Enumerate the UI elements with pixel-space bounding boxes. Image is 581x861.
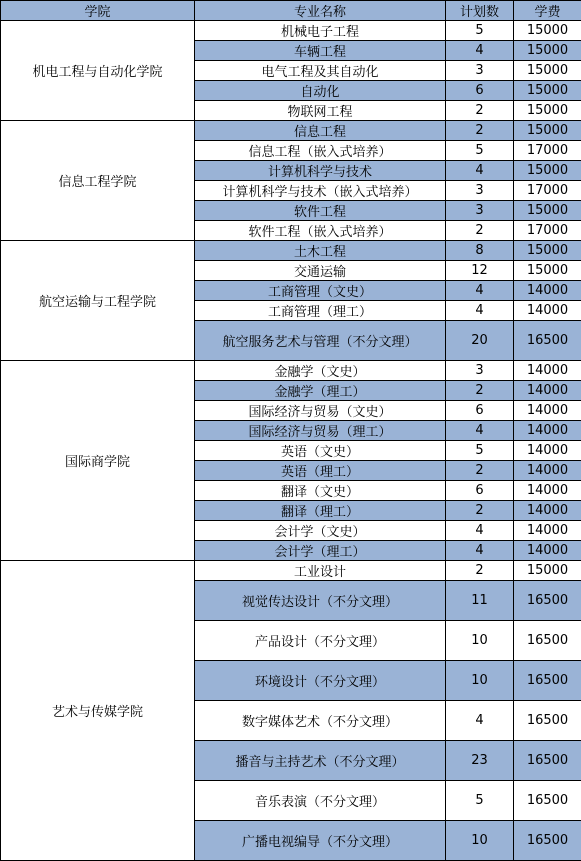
fee-cell: 14000: [514, 401, 581, 421]
table-row: [1, 561, 581, 581]
fee-cell: 16500: [514, 741, 581, 781]
fee-cell: 16500: [514, 661, 581, 701]
major-cell: 交通运输: [195, 261, 446, 281]
fee-cell: 15000: [514, 161, 581, 181]
plan-cell: 20: [446, 321, 514, 361]
major-cell: 物联网工程: [195, 101, 446, 121]
fee-cell: 16500: [514, 581, 581, 621]
plan-cell: 2: [446, 381, 514, 401]
header-plan: 计划数: [446, 1, 514, 21]
header-fee: 学费: [514, 1, 581, 21]
fee-cell: 15000: [514, 121, 581, 141]
header-college: 学院: [1, 1, 195, 21]
major-cell: 英语（文史）: [195, 441, 446, 461]
major-cell: 工业设计: [195, 561, 446, 581]
fee-cell: 16500: [514, 621, 581, 661]
major-cell: 国际经济与贸易（理工）: [195, 421, 446, 441]
major-cell: 视觉传达设计（不分文理）: [195, 581, 446, 621]
college-cell: 艺术与传媒学院: [1, 561, 195, 861]
major-cell: 自动化: [195, 81, 446, 101]
plan-cell: 4: [446, 281, 514, 301]
plan-cell: 2: [446, 101, 514, 121]
fee-cell: 16500: [514, 321, 581, 361]
major-cell: 数字媒体艺术（不分文理）: [195, 701, 446, 741]
plan-cell: 10: [446, 661, 514, 701]
major-cell: 信息工程（嵌入式培养）: [195, 141, 446, 161]
fee-cell: 14000: [514, 461, 581, 481]
plan-cell: 6: [446, 481, 514, 501]
table-row: [1, 21, 581, 41]
fee-cell: 14000: [514, 421, 581, 441]
fee-cell: 15000: [514, 561, 581, 581]
plan-cell: 12: [446, 261, 514, 281]
plan-cell: 6: [446, 81, 514, 101]
fee-cell: 15000: [514, 261, 581, 281]
plan-cell: 4: [446, 41, 514, 61]
fee-cell: 14000: [514, 441, 581, 461]
fee-cell: 17000: [514, 221, 581, 241]
plan-cell: 6: [446, 401, 514, 421]
major-cell: 航空服务艺术与管理（不分文理）: [195, 321, 446, 361]
major-cell: 电气工程及其自动化: [195, 61, 446, 81]
major-cell: 会计学（文史）: [195, 521, 446, 541]
plan-cell: 5: [446, 441, 514, 461]
major-cell: 计算机科学与技术: [195, 161, 446, 181]
plan-cell: 3: [446, 361, 514, 381]
fee-cell: 14000: [514, 501, 581, 521]
major-cell: 产品设计（不分文理）: [195, 621, 446, 661]
major-cell: 会计学（理工）: [195, 541, 446, 561]
fee-cell: 14000: [514, 301, 581, 321]
plan-cell: 4: [446, 521, 514, 541]
major-cell: 广播电视编导（不分文理）: [195, 821, 446, 861]
header-row: [1, 1, 581, 21]
fee-cell: 15000: [514, 241, 581, 261]
fee-cell: 14000: [514, 481, 581, 501]
major-cell: 计算机科学与技术（嵌入式培养）: [195, 181, 446, 201]
major-cell: 机械电子工程: [195, 21, 446, 41]
major-cell: 车辆工程: [195, 41, 446, 61]
plan-cell: 5: [446, 21, 514, 41]
major-cell: 环境设计（不分文理）: [195, 661, 446, 701]
fee-cell: 15000: [514, 101, 581, 121]
major-cell: 工商管理（理工）: [195, 301, 446, 321]
plan-cell: 4: [446, 421, 514, 441]
major-cell: 金融学（理工）: [195, 381, 446, 401]
plan-cell: 2: [446, 561, 514, 581]
fee-cell: 14000: [514, 521, 581, 541]
fee-cell: 16500: [514, 781, 581, 821]
fee-cell: 15000: [514, 41, 581, 61]
college-cell: 航空运输与工程学院: [1, 241, 195, 361]
plan-cell: 8: [446, 241, 514, 261]
plan-cell: 2: [446, 221, 514, 241]
fee-cell: 14000: [514, 381, 581, 401]
plan-cell: 3: [446, 181, 514, 201]
fee-cell: 14000: [514, 281, 581, 301]
plan-cell: 2: [446, 501, 514, 521]
plan-cell: 23: [446, 741, 514, 781]
major-cell: 信息工程: [195, 121, 446, 141]
plan-cell: 5: [446, 781, 514, 821]
table-row: [1, 361, 581, 381]
major-cell: 金融学（文史）: [195, 361, 446, 381]
major-cell: 翻译（文史）: [195, 481, 446, 501]
plan-cell: 2: [446, 121, 514, 141]
plan-cell: 3: [446, 201, 514, 221]
major-cell: 英语（理工）: [195, 461, 446, 481]
plan-cell: 5: [446, 141, 514, 161]
fee-cell: 15000: [514, 21, 581, 41]
fee-cell: 15000: [514, 61, 581, 81]
fee-cell: 17000: [514, 141, 581, 161]
plan-cell: 4: [446, 701, 514, 741]
major-cell: 工商管理（文史）: [195, 281, 446, 301]
major-cell: 翻译（理工）: [195, 501, 446, 521]
table-row: [1, 241, 581, 261]
fee-cell: 15000: [514, 81, 581, 101]
plan-cell: 3: [446, 61, 514, 81]
major-cell: 土木工程: [195, 241, 446, 261]
major-cell: 音乐表演（不分文理）: [195, 781, 446, 821]
fee-cell: 16500: [514, 821, 581, 861]
college-cell: 信息工程学院: [1, 121, 195, 241]
plan-cell: 2: [446, 461, 514, 481]
fee-cell: 16500: [514, 701, 581, 741]
plan-cell: 10: [446, 621, 514, 661]
fee-cell: 15000: [514, 201, 581, 221]
fee-cell: 14000: [514, 361, 581, 381]
major-cell: 播音与主持艺术（不分文理）: [195, 741, 446, 781]
plan-cell: 11: [446, 581, 514, 621]
major-cell: 软件工程（嵌入式培养）: [195, 221, 446, 241]
plan-cell: 10: [446, 821, 514, 861]
fee-cell: 17000: [514, 181, 581, 201]
table-row: [1, 121, 581, 141]
college-cell: 国际商学院: [1, 361, 195, 561]
major-cell: 软件工程: [195, 201, 446, 221]
fee-cell: 14000: [514, 541, 581, 561]
plan-cell: 4: [446, 161, 514, 181]
major-cell: 国际经济与贸易（文史）: [195, 401, 446, 421]
header-major: 专业名称: [195, 1, 446, 21]
plan-cell: 4: [446, 301, 514, 321]
college-cell: 机电工程与自动化学院: [1, 21, 195, 121]
plan-cell: 4: [446, 541, 514, 561]
